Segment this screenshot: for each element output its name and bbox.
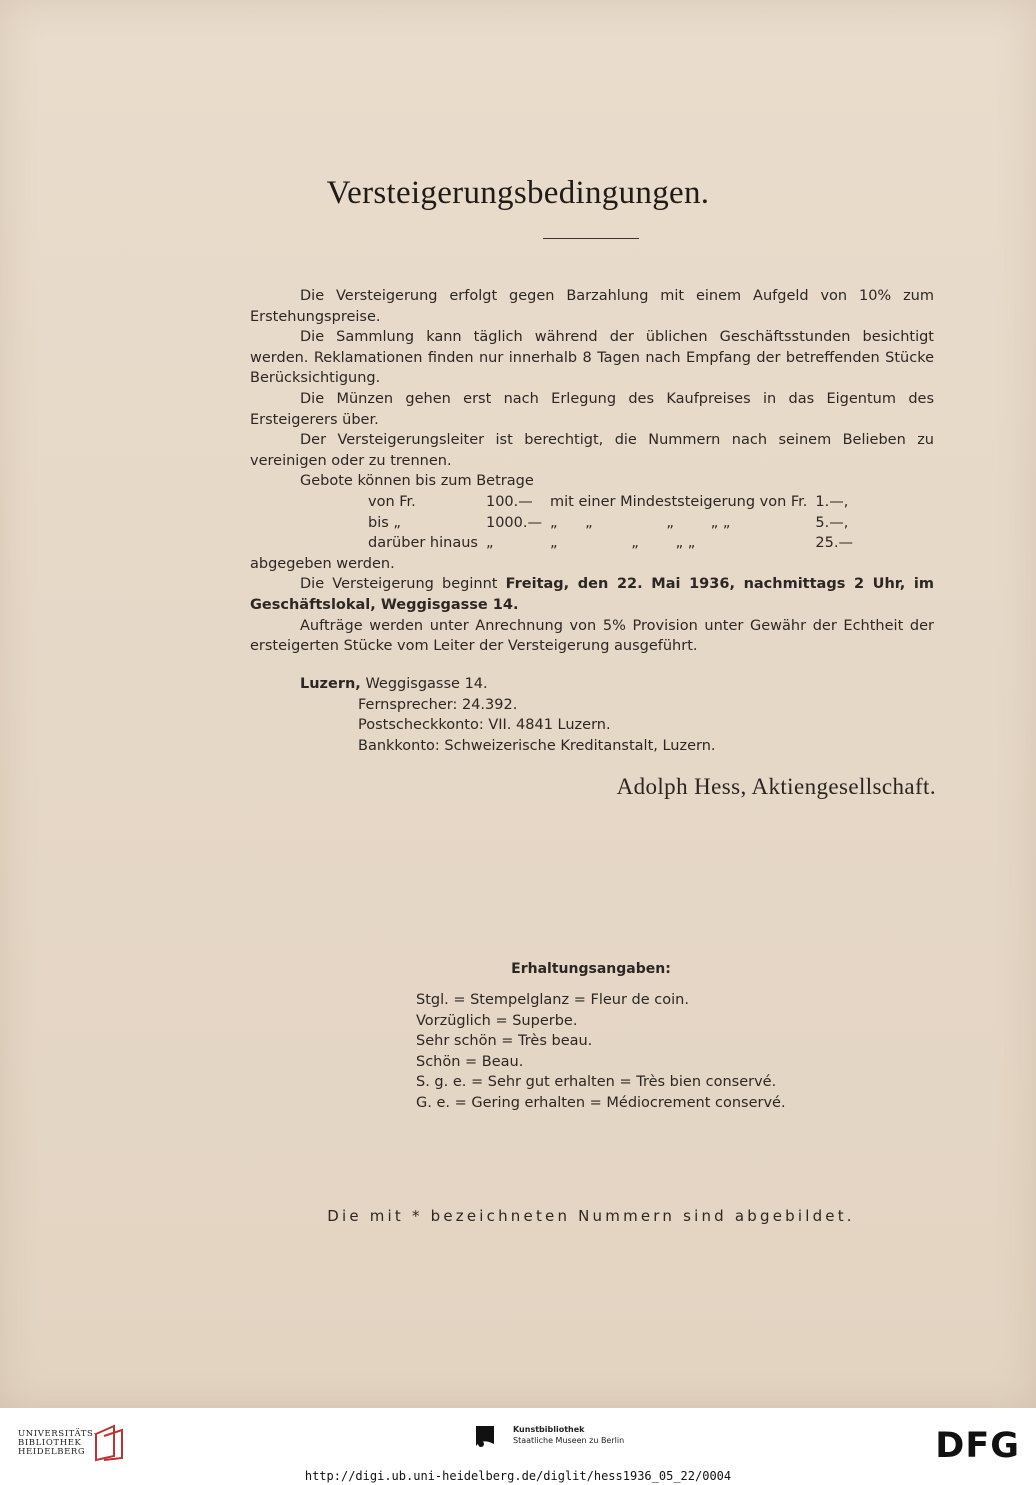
paragraph-lots: Der Versteigerungsleiter ist berechtigt, die Nummern nach seinem Belieben zu vereinigen oder zu trennen. — [250, 432, 934, 469]
bid-cell: mit einer Mindeststeigerung von Fr. — [550, 493, 808, 510]
bid-row — [368, 513, 861, 534]
conditions-text — [250, 286, 934, 657]
bid-cell: bis „ — [368, 514, 401, 531]
start-date: Freitag, den 22. Mai 1936, nachmittags 2 Uhr, im Geschäftslokal, Weggisgasse 14. — [250, 576, 935, 613]
paragraph-start — [250, 574, 934, 615]
source-url-link[interactable]: http://digi.ub.uni-heidelberg.de/diglit/hess1936_05_22/0004 — [304, 1469, 732, 1483]
legend-item: Stgl. = Stempelglanz = Fleur de coin. — [416, 992, 689, 1008]
uni-line: HEIDELBERG — [18, 1447, 86, 1457]
start-text: Die Versteigerung beginnt — [300, 576, 506, 593]
bid-row — [368, 492, 861, 513]
address-street-line — [300, 674, 716, 695]
address-bank: Bankkonto: Schweizerische Kreditanstalt, Luzern. — [358, 737, 716, 754]
title-divider — [543, 238, 639, 239]
uni-line: BIBLIOTHEK — [18, 1438, 82, 1448]
bid-cell: 5.—, — [815, 514, 849, 531]
bid-cell: 25.— — [815, 535, 853, 552]
bid-increment-table — [368, 492, 861, 554]
paragraph-payment: Die Versteigerung erfolgt gegen Barzahlung mit einem Aufgeld von 10% zum Erstehungspreise. — [250, 288, 934, 325]
legend-item: Sehr schön = Très beau. — [416, 1033, 593, 1049]
legend-item: Vorzüglich = Superbe. — [416, 1012, 578, 1029]
page-title: Versteigerungsbedingungen. — [326, 175, 710, 211]
kb-title: Kunstbibliothek — [513, 1425, 585, 1434]
kb-subtitle: Staatliche Museen zu Berlin — [513, 1436, 625, 1445]
legend-item: G. e. = Gering erhalten = Médiocrement conservé. — [416, 1094, 786, 1111]
dfg-logo[interactable]: DFG — [935, 1426, 1020, 1466]
bid-cell: 1.—, — [815, 493, 849, 510]
university-logo-icon[interactable] — [92, 1424, 126, 1462]
address-street: Weggisgasse 14. — [365, 676, 488, 692]
address-postcheck: Postscheckkonto: VII. 4841 Luzern. — [358, 717, 611, 733]
address-phone: Fernsprecher: 24.392. — [358, 696, 518, 713]
paragraph-ownership: Die Münzen gehen erst nach Erlegung des Kaufpreises in das Eigentum des Ersteigerers über. — [250, 390, 934, 428]
uni-line: UNIVERSITÄTS- — [18, 1429, 98, 1439]
paragraph-bids-end: abgegeben werden. — [250, 555, 395, 572]
bid-cell: darüber hinaus — [368, 535, 478, 552]
address-block — [300, 674, 716, 756]
grade-legend — [416, 990, 786, 1113]
company-signature: Adolph Hess, Aktiengesellschaft. — [616, 774, 936, 799]
legend-title: Erhaltungsangaben: — [511, 961, 671, 977]
bid-cell: „ — [485, 535, 494, 552]
bid-cell: 100.— — [485, 493, 533, 510]
paragraph-viewing: Die Sammlung kann täglich während der üblichen Geschäftsstunden besichtigt werden. Reklamationen finden nur innerhalb 8 Tagen nach Empfang der betreffenden Stücke Berücksichtigung. — [250, 329, 934, 387]
address-city: Luzern, — [300, 676, 361, 692]
legend-item: Schön = Beau. — [416, 1053, 524, 1070]
university-library-name[interactable] — [18, 1430, 97, 1457]
illustrated-note: Die mit * bezeichneten Nummern sind abgebildet. — [327, 1207, 855, 1225]
kunstbibliothek-name[interactable] — [513, 1424, 624, 1446]
bid-cell: von Fr. — [368, 493, 416, 510]
bid-row — [368, 533, 861, 554]
legend-item: S. g. e. = Sehr gut erhalten = Très bien conservé. — [416, 1074, 777, 1090]
footer-bar — [0, 1408, 1036, 1485]
bid-cell: 1000.— — [485, 514, 542, 531]
paragraph-bids: Gebote können bis zum Betrage — [300, 473, 534, 490]
kunstbibliothek-logo-icon[interactable] — [472, 1424, 502, 1456]
bid-cell: „ „ „ „ — [550, 535, 696, 552]
paragraph-commission: Aufträge werden unter Anrechnung von 5% Provision unter Gewähr der Echtheit der ersteigerten Stücke vom Leiter der Versteigerung ausgeführt. — [250, 617, 934, 655]
bid-cell: „ „ „ „ „ — [550, 514, 731, 531]
